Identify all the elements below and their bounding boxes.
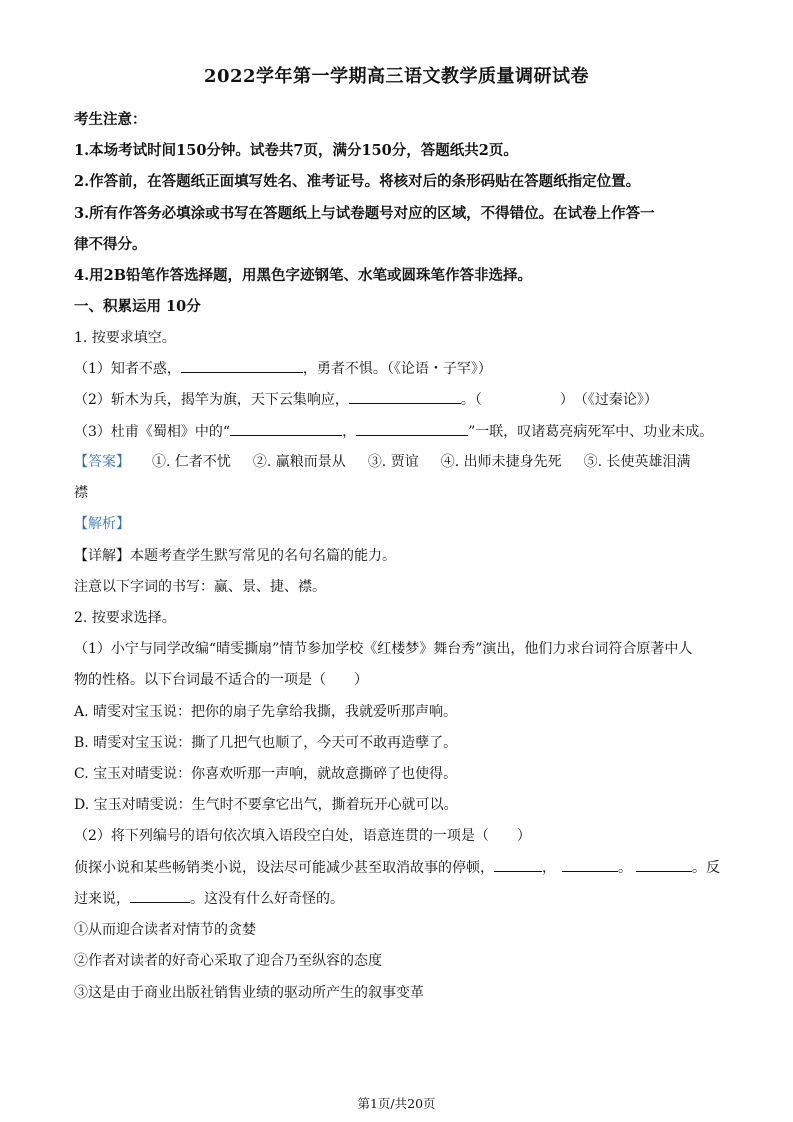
fill-blank	[636, 857, 692, 872]
notice-heading: 考生注意：	[74, 111, 147, 128]
question-1-sub-1	[74, 358, 492, 378]
option-b: B. 晴雯对宝玉说：撕了几把气也顺了，今天可不敢再造孽了。	[74, 735, 458, 751]
passage-line-1	[74, 857, 720, 877]
fill-blank	[181, 358, 303, 373]
detail-text: 【详解】本题考查学生默写常见的名句名篇的能力。	[74, 548, 396, 564]
passage-part-f: 。这没有什么好奇怪的。	[190, 891, 344, 907]
fill-blank	[130, 888, 190, 903]
q1-sub1-before: （1）知者不惑，	[74, 361, 181, 377]
page-title: 2022学年第一学期高三语文教学质量调研试卷	[203, 66, 590, 87]
question-2-sub-1-line-2: 物的性格。以下台词最不适合的一项是（ ）	[74, 672, 368, 688]
section-heading: 一、积累运用 10分	[74, 298, 201, 315]
notice-item-3: 3.所有作答务必填涂或书写在答题纸上与试卷题号对应的区域，不得错位。在试卷上作答一	[74, 205, 655, 222]
notice-item-3-wrap: 律不得分。	[74, 236, 147, 253]
passage-part-a: 侦探小说和某些畅销类小说，设法尽可能减少甚至取消故事的停顿，	[74, 860, 494, 876]
q1-sub3-after: ”一联，叹诸葛亮病死军中、功业未成。	[468, 424, 714, 440]
passage-part-b: ，	[542, 860, 556, 876]
option-c: C. 宝玉对晴雯说：你喜欢听那一声响，就故意撕碎了也使得。	[74, 766, 458, 782]
question-2-stem: 2. 按要求选择。	[74, 610, 176, 626]
passage-part-e: 过来说，	[74, 891, 130, 907]
answer-2: ②. 赢粮而景从	[252, 454, 346, 470]
fill-blank	[230, 421, 342, 436]
question-1-sub-3	[74, 421, 713, 441]
choice-item-3: ③这是由于商业出版社销售业绩的驱动所产生的叙事变革	[74, 985, 424, 1001]
page-footer: 第1页/共20页	[357, 1096, 436, 1111]
passage-part-d: 。反	[692, 860, 720, 876]
answer-label: 【答案】	[74, 454, 130, 470]
answer-5: ⑤. 长使英雄泪满	[583, 454, 691, 470]
q1-sub3-before: （3）杜甫《蜀相》中的“	[74, 424, 231, 440]
notice-item-4: 4.用2B铅笔作答选择题，用黑色字迹钢笔、水笔或圆珠笔作答非选择。	[74, 267, 532, 284]
choice-item-1: ①从而迎合读者对情节的贪婪	[74, 922, 256, 938]
q1-sub2-after: ） （《过秦论》）	[559, 392, 658, 408]
option-a: A. 晴雯对宝玉说：把你的扇子先拿给我撕，我就爱听那声响。	[74, 704, 458, 720]
passage-line-2	[74, 888, 344, 908]
question-1-sub-2	[74, 389, 658, 409]
q1-sub3-middle: ，	[342, 424, 357, 440]
passage-part-c: 。	[618, 860, 632, 876]
analysis-label: 【解析】	[74, 516, 130, 532]
q1-sub2-before: （2）斩木为兵，揭竿为旗，天下云集响应，	[74, 392, 349, 408]
fill-blank	[356, 421, 468, 436]
answer-3: ③. 贾谊	[367, 454, 419, 470]
answer-1: ①. 仁者不忧	[152, 454, 231, 470]
answer-line	[74, 451, 691, 471]
option-d: D. 宝玉对晴雯说：生气时不要拿它出气，撕着玩开心就可以。	[74, 797, 458, 813]
notice-item-2: 2.作答前，在答题纸正面填写姓名、准考证号。将核对后的条形码贴在答题纸指定位置。	[74, 173, 641, 190]
note-text: 注意以下字词的书写：赢、景、捷、襟。	[74, 579, 326, 595]
fill-blank	[494, 857, 542, 872]
question-2-sub-2-stem: （2）将下列编号的语句依次填入语段空白处，语意连贯的一项是（ ）	[74, 828, 531, 844]
answer-wrap: 襟	[74, 485, 88, 501]
fill-blank	[562, 857, 618, 872]
question-1-stem: 1. 按要求填空。	[74, 330, 176, 346]
q1-sub1-after: ，勇者不惧。（《论语・子罕》）	[302, 361, 492, 377]
choice-item-2: ②作者对读者的好奇心采取了迎合乃至纵容的态度	[74, 953, 382, 969]
question-2-sub-1-line-1: （1）小宁与同学改编“晴雯撕扇”情节参加学校《红楼梦》舞台秀”演出，他们力求台词符合原著中人	[74, 641, 693, 657]
notice-item-1: 1.本场考试时间150分钟。试卷共7页，满分150分，答题纸共2页。	[74, 142, 518, 159]
fill-blank	[349, 389, 461, 404]
answer-4: ④. 出师未捷身先死	[440, 454, 562, 470]
q1-sub2-middle: 。（	[460, 392, 482, 408]
